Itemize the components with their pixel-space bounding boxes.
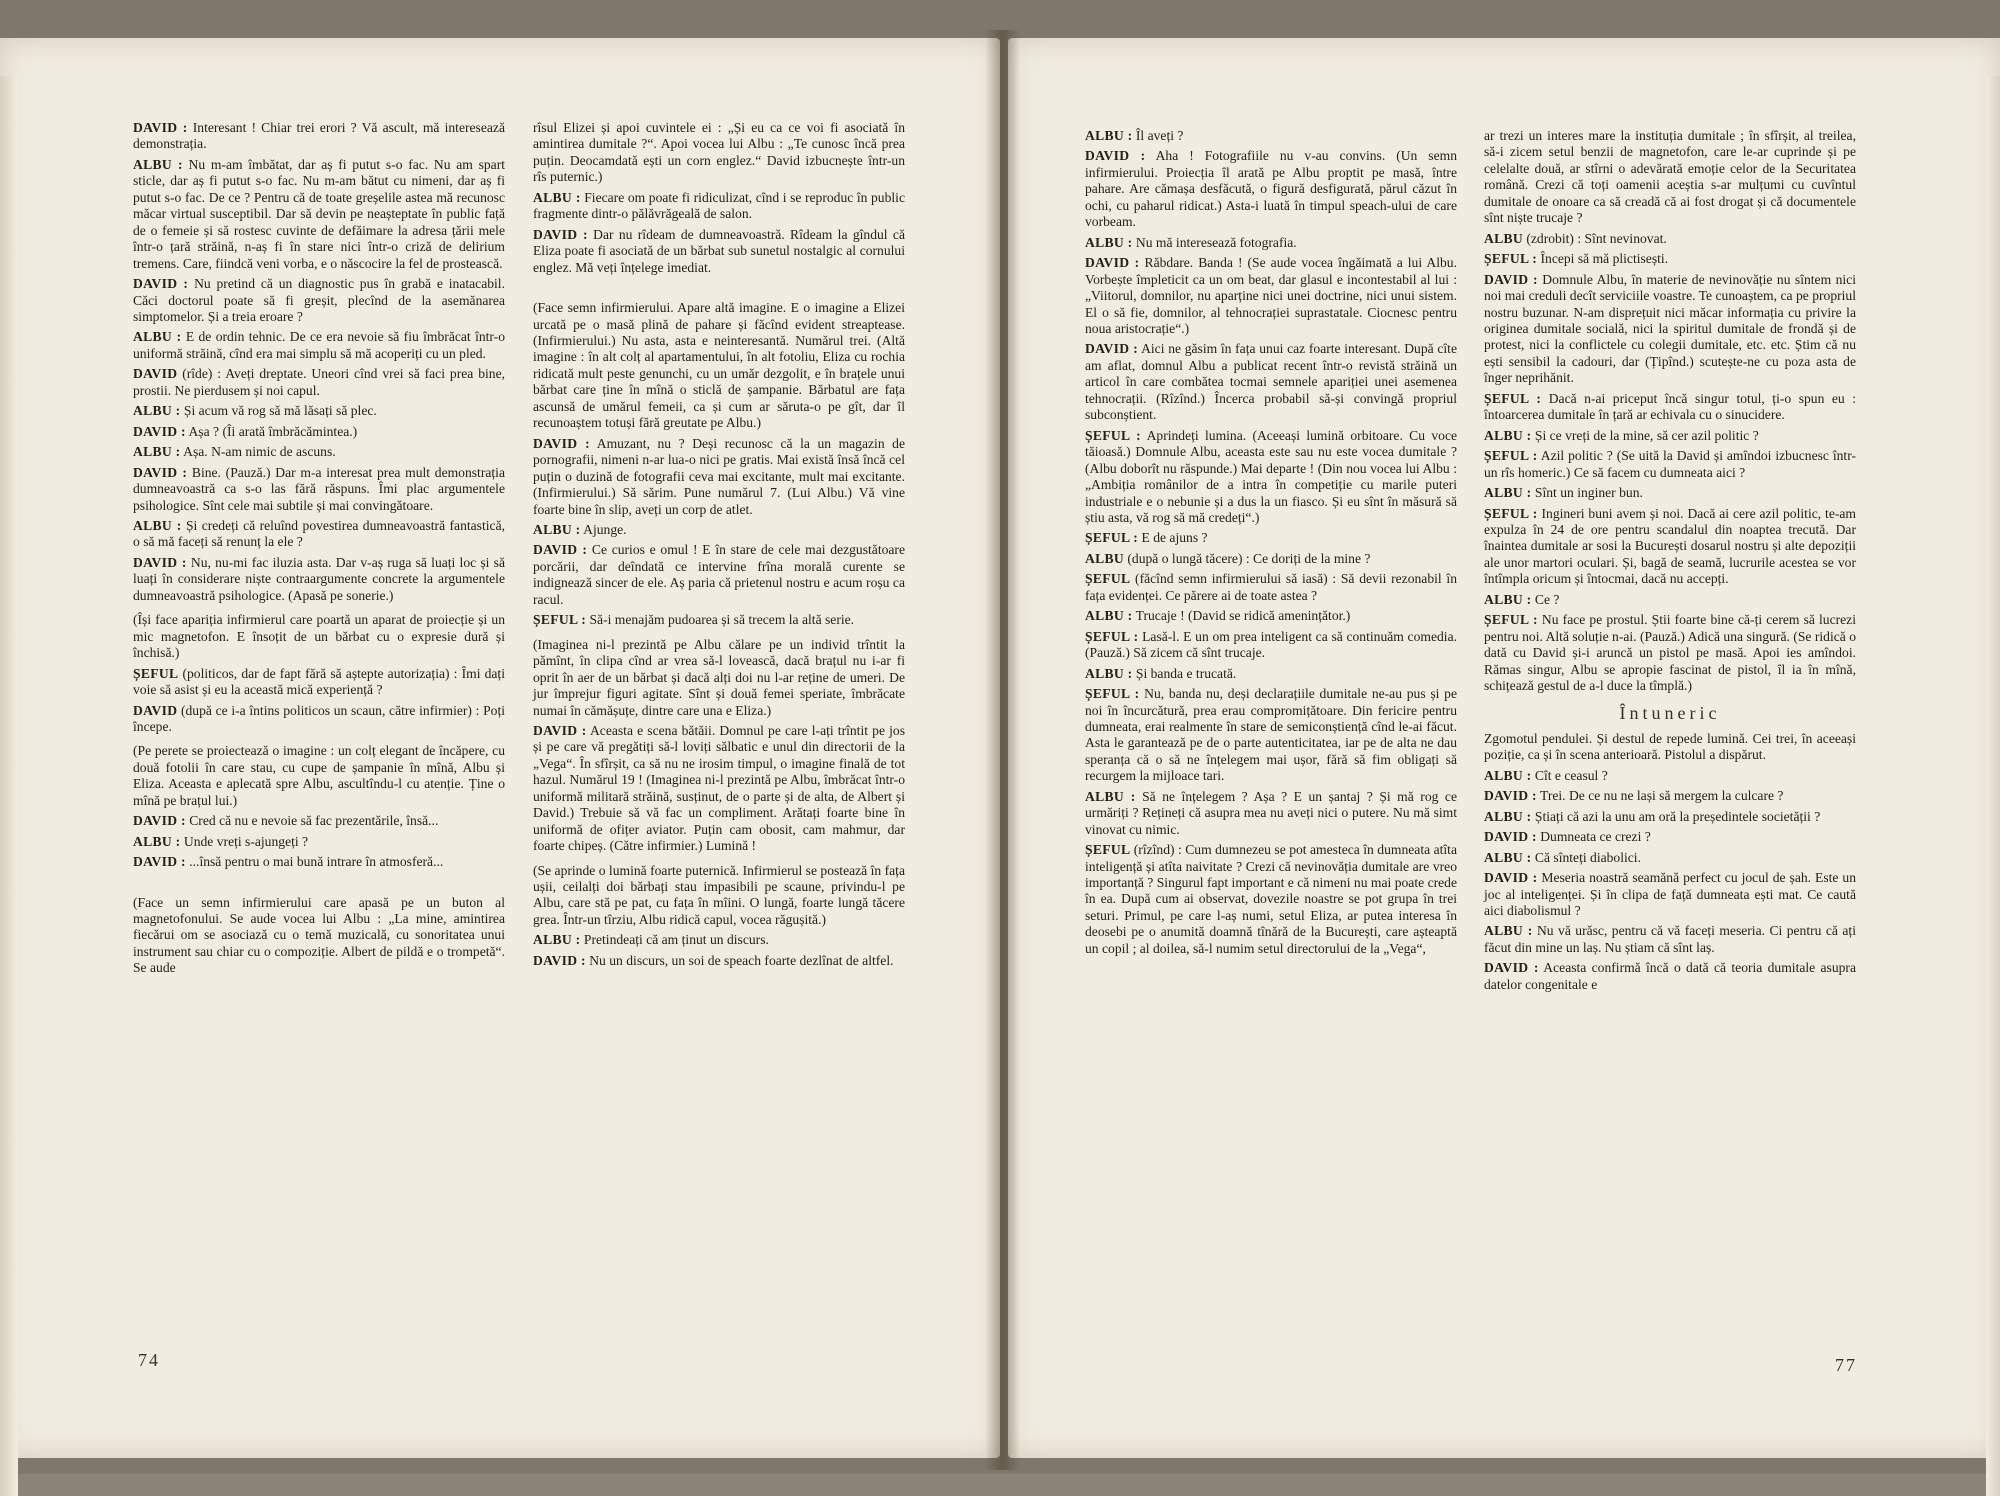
passage-text: Ce curios e omul ! E în stare de cele mai dezgustătoare porcării, dar deîndată ce intervine frîna morală curente se indignează sincer de ele. Aș paria că prietenul nostru e acum roșu ca racul. xyxy=(533,542,905,607)
dialogue-line xyxy=(1085,255,1457,337)
speaker-name: DAVID : xyxy=(533,435,590,451)
dialogue-line xyxy=(1484,485,1856,501)
passage-text: Aha ! Fotografiile nu v-au convins. (Un semn infirmierului. Proiecția îl arată pe Albu proptit pe masă, între pahare. Are cămașa desfăcută, o figură desfigurată, părul căzut în ochi, cu paharul ridicat.) Asta-i luată în timpul speach-ului de care vorbeam. xyxy=(1085,148,1457,230)
dialogue-line xyxy=(133,366,505,399)
speaker-name: ALBU : xyxy=(1085,665,1133,681)
speaker-name: ALBU : xyxy=(1484,767,1532,783)
speaker-name: ALBU : xyxy=(1085,128,1133,143)
stage-direction xyxy=(533,300,905,432)
speaker-name: DAVID : xyxy=(533,542,588,558)
dialogue-line xyxy=(1085,666,1457,682)
passage-text: Și banda e trucată. xyxy=(1132,665,1237,681)
passage-text: Să-i menajăm pudoarea și să trecem la altă serie. xyxy=(586,612,855,628)
dialogue-line xyxy=(1085,148,1457,230)
speaker-name: DAVID : xyxy=(133,813,186,829)
dialogue-line xyxy=(533,542,905,608)
speaker-name: DAVID : xyxy=(1085,255,1140,271)
passage-text: Bine. (Pauză.) Dar m-a interesat prea mult demonstrația dumneavoastră ca s-o las fără răspuns. Îmi plac argumentele psihologice. Sînt cele mai subtile și mai convingătoare. xyxy=(133,464,505,513)
passage-text: (după ce i-a întins politicos un scaun, către infirmier) : Poți începe. xyxy=(133,702,505,734)
speaker-name: ALBU : xyxy=(133,403,181,419)
dialogue-line xyxy=(1484,391,1856,424)
speaker-name: ȘEFUL : xyxy=(1484,612,1538,628)
book-gutter xyxy=(985,30,1020,1470)
passage-text: Trei. De ce nu ne lași să mergem la culcare ? xyxy=(1536,788,1784,804)
passage-text: (Pe perete se proiectează o imagine : un colț elegant de încăpere, cu două fotolii în care stau, cu cupe de șampanie în mînă, Albu și Eliza. Aceasta e aplecată spre Albu, ascultîndu-l cu atenție. Ține o mînă pe brațul lui.) xyxy=(133,743,505,808)
speaker-name: ȘEFUL : xyxy=(533,612,587,628)
dialogue-line xyxy=(133,276,505,325)
dialogue-line xyxy=(1085,235,1457,251)
dialogue-line xyxy=(1484,923,1856,956)
dialogue-line xyxy=(133,444,505,460)
speaker-name: DAVID xyxy=(133,366,178,382)
speaker-name: DAVID : xyxy=(1484,788,1537,804)
passage-text: Azil politic ? (Se uită la David și amîndoi izbucnesc într-un rîs homeric.) Ce să facem cu dumneata aici ? xyxy=(1484,448,1856,480)
dialogue-line xyxy=(533,522,905,538)
passage-text: Ingineri buni avem și noi. Dacă ai cere azil politic, te-am expulza în 24 de ore pentru scandalul din noaptea trecută. Dar înaintea dumitale ar sosi la București dosarul nostru și alte depoziții ale unor martori oculari. Și, bagă de seamă, lucrurile acestea se vor întîmpla oricum și întocmai, dacă nu accepți. xyxy=(1484,505,1856,587)
speaker-name: DAVID : xyxy=(533,952,586,968)
passage-text: (Imaginea ni-l prezintă pe Albu călare pe un individ trîntit la pămînt, în clipa cînd ar vrea să-l lovească, dacă brațul nu i-ar fi oprit în aer de un bărbat și dacă alți doi nu l-ar reține de umeri. De jur împrejur figuri agitate. Sînt și două femei speriate, îmbrăcate numai în cămășuțe, dintre care una e Eliza.) xyxy=(533,636,905,718)
passage-text: Răbdare. Banda ! (Se aude vocea îngăimată a lui Albu. Vorbește împleticit ca un om beat, dar glasul e incontestabil al lui : „Viitorul, domnilor, nu aparține nici unei doctrine, nici unui sistem. El o să fie, domnilor, al tehnocrației suprastatale. Ciocnesc pentru noua aristocrație“.) xyxy=(1085,255,1457,336)
passage-text: Dar nu rîdeam de dumneavoastră. Rîdeam la gîndul că Eliza poate fi asociată de un bărbat sub sunetul nostalgic al cornului englez. Mă veți înțelege imediat. xyxy=(533,226,905,275)
speaker-name: ALBU : xyxy=(1085,608,1133,624)
speaker-name: ȘEFUL : xyxy=(1484,448,1538,464)
speaker-name: DAVID : xyxy=(133,554,187,570)
passage-text: Aprindeți lumina. (Aceeași lumină orbitoare. Cu voce tăioasă.) Domnule Albu, aceasta este sau nu este vocea dumitale ? (Albu doborît nu răspunde.) Mai departe ! (Din nou vocea lui Albu : „Ambiția românilor de a intra în competiție cu marile puteri industriale e o nebunie și a dus la un fiasco. Și eu sînt în măsură să știu asta, vă rog să mă credeți“.) xyxy=(1085,427,1458,525)
page-number-left: 74 xyxy=(138,1350,160,1370)
passage-text: Cît e ceasul ? xyxy=(1531,767,1608,783)
passage-text: Interesant ! Chiar trei erori ? Vă ascult, mă interesează demonstrația. xyxy=(133,120,505,152)
passage-text: Aici ne găsim în fața unui caz foarte interesant. După cîte am aflat, domnul Albu a publicat recent într-o revistă străină un articol în care combătea tocmai semnele apariției unei asemenea tehnocrații. (Rîzînd.) Încerca probabil să-și convingă propriul subconștient. xyxy=(1085,341,1457,423)
dialogue-line xyxy=(1085,789,1457,838)
left-page-column-2 xyxy=(533,120,905,973)
speaker-name: ALBU xyxy=(1484,230,1523,246)
passage-text: Meseria noastră seamănă perfect cu jocul de șah. Este un joc al inteligenței. Și în clipa de față dumneata ești mat. Ce caută aici diabolismul ? xyxy=(1484,870,1856,919)
passage-text: Unde vreți s-ajungeți ? xyxy=(180,833,309,849)
dialogue-line xyxy=(1484,768,1856,784)
passage-text: Nu pretind că un diagnostic pus în grabă e inatacabil. Căci doctorul poate să fi greșit, plecînd de la asemănarea simptomelor. Și a treia eroare ? xyxy=(133,276,505,324)
dialogue-line xyxy=(1085,428,1457,527)
speaker-name: DAVID : xyxy=(533,722,587,738)
passage-text: Pretindeați că am ținut un discurs. xyxy=(580,932,769,948)
stage-direction xyxy=(1484,128,1856,227)
dialogue-line xyxy=(1484,592,1856,608)
dialogue-line xyxy=(1484,506,1856,588)
speaker-name: DAVID : xyxy=(133,276,189,292)
passage-text: Nu vă urăsc, pentru că vă faceți meseria. Ci pentru că ați făcut din mine un laș. Nu știam că sînt laș. xyxy=(1484,923,1856,955)
passage-text: Nu, nu-mi fac iluzia asta. Dar v-aș ruga să luați loc și să luați în considerare niște contraargumente concrete la argumentele dumneavoastră psihologice. (Apasă pe sonerie.) xyxy=(133,554,505,603)
passage-text: (Face semn infirmierului. Apare altă imagine. E o imagine a Elizei urcată pe o masă plină de pahare și făcînd evident streaptease. (Infirmierului.) Nu asta, asta e neinteresantă. Numărul trei. (Altă imagine : în alt colț al apartamentului, în alt fotoliu, Eliza cu rochia ridicată mult peste genunchi, cu un umăr dezgolit, e în brațele unui bărbat care ține în mînă o sticlă de șampanie. Bărbatul are fața ascunsă de umărul femeii, ca și cum ar săruta-o pe gît, dar îl recunoaștem totuși fără greutate pe Albu.) xyxy=(533,300,905,431)
passage-text: Ce ? xyxy=(1531,591,1560,607)
speaker-name: ȘEFUL : xyxy=(1085,530,1139,546)
passage-text: (politicos, dar de fapt fără să aștepte autorizația) : Îmi dați voie să asist și eu la această mică experiență ? xyxy=(133,665,505,698)
dialogue-line xyxy=(133,120,505,153)
dialogue-line xyxy=(133,834,505,850)
dialogue-line xyxy=(1484,809,1856,825)
right-page-edge xyxy=(1986,76,2000,1496)
speaker-name: DAVID : xyxy=(1085,341,1139,357)
stage-direction xyxy=(533,637,905,719)
passage-text: Așa ? (Îi arată îmbrăcămintea.) xyxy=(185,423,358,439)
speaker-name: ALBU : xyxy=(533,521,581,537)
passage-text: Și acum vă rog să mă lăsați să plec. xyxy=(180,403,377,419)
speaker-name: ALBU : xyxy=(533,932,581,948)
passage-text: Aceasta e scena bătăii. Domnul pe care l-ați trîntit pe jos și pe care vă pregătiți să-l loviți sălbatic e unul din directorii de la „Vega“. În sfîrșit, ca să nu ne irosim timpul, o imagine finală de tot hazul. Numărul 19 ! (Imaginea ni-l prezintă pe Albu, îmbrăcat într-o uniformă militară străină, susținut, de o parte și de alta, de Albert și David.) Trebuie să vă fac un compliment. Arătați foarte bine în uniformă de ofițer aviator. Puțin cam obosit, cam mahmur, dar foarte chipeș. (Către infirmier.) Lumină ! xyxy=(533,722,905,854)
dialogue-line xyxy=(133,813,505,829)
dialogue-line xyxy=(133,424,505,440)
dialogue-line xyxy=(1085,530,1457,546)
passage-text: Așa. N-am nimic de ascuns. xyxy=(180,444,336,460)
speaker-name: ALBU : xyxy=(133,329,182,345)
speaker-name: ALBU : xyxy=(133,833,181,849)
dialogue-line xyxy=(1484,788,1856,804)
passage-text: Nu mă interesează fotografia. xyxy=(1132,234,1297,250)
passage-text: Dacă n-ai priceput încă singur totul, ți-o spun eu : întoarcerea dumitale în țară ar echivala cu o sinucidere. xyxy=(1484,390,1856,423)
speaker-name: ȘEFUL : xyxy=(1085,686,1140,702)
passage-text: Nu, banda nu, deși declarațiile dumitale ne-au pus și pe noi în încurcătură, prea erau compromițătoare. Din fericire pentru dumneata, erai realmente în stare de semiconștiență cînd le-ai făcut. Asta le garantează pe de o parte autenticitatea, iar pe de alta ne dau speranța că o să ne înțelegem mai ușor, fără să fim obligați să recurgem la mijloace tari. xyxy=(1085,686,1457,784)
passage-text: Fiecare om poate fi ridiculizat, cînd i se reproduc în public fragmente dintr-o pălăvrăgeală de salon. xyxy=(533,189,905,222)
dialogue-line xyxy=(133,329,505,362)
speaker-name: ALBU : xyxy=(133,444,181,460)
dialogue-line xyxy=(1484,272,1856,387)
dialogue-line xyxy=(1085,842,1457,957)
section-title: Întuneric xyxy=(1619,702,1721,723)
dialogue-line xyxy=(1085,551,1457,567)
dialogue-line xyxy=(1484,960,1856,993)
dialogue-line xyxy=(533,612,905,628)
speaker-name: ALBU : xyxy=(1484,427,1532,443)
passage-text: E de ajuns ? xyxy=(1138,530,1208,546)
passage-text: (rîzînd) : Cum dumnezeu se pot amesteca în dumneata atîta inteligență și atîta naivitate ? Crezi că nevinovăția dumitale are vreo importanță ? Singurul fapt important e că nimeni nu mai poate crede în ea. După cum ai observat, dovezile noastre se pot grupa în trei seturi. Primul, pe care l-aș numi, setul Eliza, ar putea interesa în deosebi pe o anumită doamnă tînără de la București, care așteaptă un copil ; al doilea, să-l numim setul directorului de la „Vega“, xyxy=(1085,842,1457,956)
passage-text: Trucaje ! (David se ridică amenințător.) xyxy=(1132,608,1351,624)
speaker-name: ALBU : xyxy=(1085,788,1136,804)
dialogue-line xyxy=(133,403,505,419)
passage-text: Nu face pe prostul. Știi foarte bine că-ți cerem să lucrezi pentru noi. Altă soluție n-ai. (Pauză.) Adică una singură. (Se ridică o dată cu David și-i aruncă un pistol pe masă. Apoi ies amîndoi. Rămas singur, Albu se apropie fascinat de pistol, îl ia în mînă, schițează gestul de a-l duce la tîmplă.) xyxy=(1484,612,1856,694)
speaker-name: DAVID xyxy=(133,702,178,718)
stage-direction xyxy=(133,612,505,661)
passage-text: (făcînd semn infirmierului să iasă) : Să devii rezonabil în fața evidenței. Ce părere ai de toate astea ? xyxy=(1085,571,1457,603)
dialogue-line xyxy=(533,227,905,276)
passage-text: Că sînteți diabolici. xyxy=(1531,849,1641,865)
page-number-right: 77 xyxy=(1835,1355,1857,1375)
dialogue-line xyxy=(1484,428,1856,444)
speaker-name: ȘEFUL : xyxy=(1484,390,1542,406)
dialogue-line xyxy=(533,723,905,855)
passage-text: Începi să mă plictisești. xyxy=(1537,251,1669,267)
passage-text: Cred că nu e nevoie să fac prezentările, însă... xyxy=(185,813,439,829)
dialogue-line xyxy=(133,465,505,514)
passage-text: (zdrobit) : Sînt nevinovat. xyxy=(1522,230,1667,246)
dialogue-line xyxy=(1085,608,1457,624)
dialogue-line xyxy=(533,953,905,969)
speaker-name: ALBU : xyxy=(1085,234,1133,250)
passage-text: (rîde) : Aveți dreptate. Uneori cînd vrei să faci prea bine, prostii. Ne pierdusem și noi capul. xyxy=(133,366,505,398)
speaker-name: ALBU : xyxy=(533,189,581,205)
speaker-name: DAVID : xyxy=(533,226,588,242)
dialogue-line xyxy=(1484,612,1856,694)
passage-text: ...însă pentru o mai bună intrare în atmosferă... xyxy=(185,854,444,870)
dialogue-line xyxy=(1085,128,1457,144)
speaker-name: ȘEFUL : xyxy=(1085,427,1142,443)
stage-direction xyxy=(1484,731,1856,764)
passage-text: (după o lungă tăcere) : Ce doriți de la mine ? xyxy=(1123,550,1371,566)
speaker-name: ALBU : xyxy=(133,156,183,172)
passage-text: Zgomotul pendulei. Și destul de repede lumină. Cei trei, în aceeași poziție, ca și în scena anterioară. Pistolul a dispărut. xyxy=(1484,730,1856,763)
dialogue-line xyxy=(1085,629,1457,662)
speaker-name: DAVID : xyxy=(1484,271,1538,287)
passage-text: Și ce vreți de la mine, să cer azil politic ? xyxy=(1531,427,1759,443)
stage-direction xyxy=(533,120,905,186)
speaker-name: DAVID : xyxy=(1484,960,1539,976)
speaker-name: ȘEFUL : xyxy=(1484,505,1538,521)
dialogue-line xyxy=(1484,251,1856,267)
passage-text: rîsul Elizei și apoi cuvintele ei : „Și eu ca ce voi fi asociată în amintirea dumitale ?“. Apoi vocea lui Albu : „Te cunosc încă prea puțin. Deocamdată ești un corn englez.“ David izbucnește într-un rîs puternic.) xyxy=(533,120,905,185)
dialogue-line xyxy=(533,190,905,223)
speaker-name: ALBU : xyxy=(1484,808,1532,824)
speaker-name: ALBU : xyxy=(1484,849,1532,865)
passage-text: Dumneata ce crezi ? xyxy=(1536,829,1651,845)
passage-text: Domnule Albu, în materie de nevinovăție nu sîntem nici noi mai creduli decît serviciile voastre. Te cunoaștem, ca pe propriul nostru buzunar. N-am disprețuit nici măcar informația cu privire la originea dumitale socială, nici la spiritul dumitale de frondă și de protest, nici la conflictele cu colegii dumitale, etc. etc. Știm că nu ești sensibil la cadouri, dar (Țipînd.) scutește-ne cu poza asta de înger neprihănit. xyxy=(1484,271,1856,386)
passage-text: Ajunge. xyxy=(580,521,627,537)
dialogue-line xyxy=(133,703,505,736)
passage-text: Amuzant, nu ? Deși recunosc că la un magazin de pornografii, nimeni n-ar lua-o nici pe gratis. Mai există însă încă cel puțin o duzină de fotografii ceva mai excitante, mult mai excitante. (Infirmierului.) Să sărim. Pune numărul 7. (Lui Albu.) Vă vine foarte bine în slip, aveți un corp de atlet. xyxy=(533,435,905,517)
passage-text: Nu m-am îmbătat, dar aș fi putut s-o fac. Nu am spart sticle, dar aș fi putut s-o fac. Nu m-am bătut cu nimeni, dar aș fi putut s-o fac. De ce ? Pentru că de toate greșelile astea mă recunosc măcar virtual susceptibil. Dar să devin pe neașteptate în public față de o femeie și să rostesc cuvinte de defăimare la adresa țării mele într-o țară străină, n-aș fi în stare nici într-o criză de delirium tremens. Care, fiindcă veni vorba, e o născocire la fel de prostească. xyxy=(133,156,505,271)
dialogue-line xyxy=(133,854,505,870)
dialogue-line xyxy=(1085,341,1457,423)
passage-text: Știați că azi la unu am oră la președintele societății ? xyxy=(1531,808,1821,824)
dialogue-line xyxy=(1085,571,1457,604)
speaker-name: DAVID : xyxy=(1484,870,1538,886)
speaker-name: ALBU xyxy=(1085,550,1124,566)
speaker-name: ȘEFUL xyxy=(1085,842,1131,858)
speaker-name: ȘEFUL xyxy=(1085,571,1131,587)
speaker-name: ALBU : xyxy=(1484,923,1533,939)
passage-text: E de ordin tehnic. De ce era nevoie să fiu îmbrăcat într-o uniformă străină, cînd era mai simplu să mă acoperiți cu un pled. xyxy=(133,329,505,361)
left-page-edge xyxy=(0,76,18,1496)
speaker-name: DAVID : xyxy=(1085,148,1146,164)
right-page-column-2 xyxy=(1484,128,1856,997)
speaker-name: DAVID : xyxy=(133,464,188,480)
dialogue-line xyxy=(1484,448,1856,481)
speaker-name: ALBU : xyxy=(133,517,182,533)
stage-direction xyxy=(133,895,505,977)
dialogue-line xyxy=(533,932,905,948)
speaker-name: ALBU : xyxy=(1484,485,1532,501)
speaker-name: ȘEFUL : xyxy=(1484,251,1538,267)
speaker-name: ȘEFUL : xyxy=(1085,628,1139,644)
dialogue-line xyxy=(1484,829,1856,845)
dialogue-line xyxy=(133,157,505,272)
passage-text: Aceasta confirmă încă o dată că teoria dumitale asupra datelor congenitale e xyxy=(1484,960,1856,992)
dialogue-line xyxy=(133,555,505,604)
passage-text: ar trezi un interes mare la instituția dumitale ; în sfîrșit, al treilea, să-i zicem setul benzii de magnetofon, care le-ar cuprinde și pe celelalte două, ar stîrni o adevărată emoție celor de la Securitatea română. Crezi că toți oamenii aceștia s-ar mulțumi cu cuvîntul dumitale de onoare ca să creadă că ai fost drogat și că documentele sînt niște trucaje ? xyxy=(1484,128,1856,226)
dialogue-line xyxy=(1484,850,1856,866)
passage-text: Să ne înțelegem ? Așa ? E un șantaj ? Și mă rog ce urmăriți ? Rețineți că asupra mea nu aveți nici o putere. Nu mă simt vinovat cu nimic. xyxy=(1085,788,1457,837)
dialogue-line xyxy=(533,436,905,518)
speaker-name: DAVID : xyxy=(133,854,186,870)
dialogue-line xyxy=(133,666,505,699)
speaker-name: DAVID : xyxy=(133,120,188,135)
speaker-name: ȘEFUL xyxy=(133,665,179,681)
passage-text: Și credeți că reluînd povestirea dumneavoastră fantastică, o să mă faceți să renunț la ele ? xyxy=(133,517,505,550)
speaker-name: ALBU : xyxy=(1484,591,1532,607)
passage-text: (Se aprinde o lumină foarte puternică. Infirmierul se postează în fața ușii, ceilalți doi bărbați stau impasibili pe scaune, privindu-l pe Albu, care stă pe pat, cu fața în mîini. O lungă, foarte lungă tăcere grea. Într-un tîrziu, Albu ridică capul, vocea răgușită.) xyxy=(533,862,905,927)
dialogue-line xyxy=(1085,686,1457,785)
stage-direction xyxy=(533,863,905,929)
passage-text: Lasă-l. E un om prea inteligent ca să continuăm comedia. (Pauză.) Să zicem că sînt trucaje. xyxy=(1085,628,1457,661)
dialogue-line xyxy=(1484,870,1856,919)
right-page-column-1 xyxy=(1085,128,1457,961)
stage-direction xyxy=(133,743,505,809)
speaker-name: DAVID : xyxy=(133,423,186,439)
dialogue-line xyxy=(1484,231,1856,247)
passage-text: Îl aveți ? xyxy=(1132,128,1184,143)
passage-text: Nu un discurs, un soi de speach foarte dezlînat de altfel. xyxy=(585,952,894,968)
left-page-column-1 xyxy=(133,120,505,981)
dialogue-line xyxy=(133,518,505,551)
passage-text: (Își face apariția infirmierul care poartă un aparat de proiecție și un mic magnetofon. E însoțit de un bărbat cu o expresie dură și închisă.) xyxy=(133,612,505,661)
passage-text: (Face un semn infirmierului care apasă pe un buton al magnetofonului. Se aude vocea lui Albu : „La mine, amintirea fiecărui om se asociază cu o temă muzicală, cu sonoritatea unui instrument sau chiar cu o compoziție. Albert de pildă e o trompetă“. Se aude xyxy=(133,894,505,976)
passage-text: Sînt un inginer bun. xyxy=(1531,485,1643,501)
speaker-name: DAVID : xyxy=(1484,829,1537,845)
